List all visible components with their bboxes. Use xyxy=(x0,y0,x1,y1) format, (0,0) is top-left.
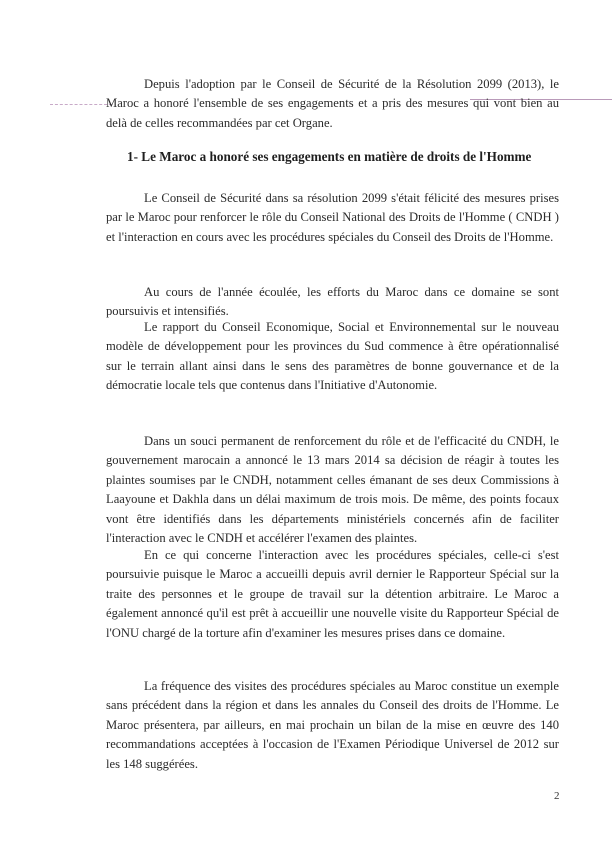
paragraph-2: Au cours de l'année écoulée, les efforts du Maroc dans ce domaine se sont poursuivis et intensifiés. xyxy=(106,285,559,319)
section-number: 1- xyxy=(127,149,138,164)
page-number: 2 xyxy=(554,790,560,802)
paragraph-6: La fréquence des visites des procédures spéciales au Maroc constitue un exemple sans précédent dans la région et dans les annales du Conseil des droits de l'Homme. Le Maroc présentera, par ailleurs, en mai prochain un bilan de la mise en œuvre des 140 recommandations acceptées à l'occasion de l'Examen Périodique Universel de 2012 sur les 148 suggérées. xyxy=(106,679,559,771)
section-title: Le Maroc a honoré ses engagements en matière de droits de l'Homme xyxy=(141,149,532,164)
section-heading xyxy=(127,147,559,167)
paragraph-5: En ce qui concerne l'interaction avec les procédures spéciales, celle-ci s'est poursuivie puisque le Maroc a accueilli depuis avril dernier le Rapporteur Spécial sur la traite des personnes et le groupe de travail sur la détention arbitraire. Le Maroc a également annoncé qu'il est prêt à accueillir une nouvelle visite du Rapporteur Spécial de l'ONU chargé de la torture afin d'examiner les mesures prises dans ce domaine. xyxy=(106,548,559,640)
paragraph-3: Le rapport du Conseil Economique, Social et Environnemental sur le nouveau modèle de développement pour les provinces du Sud commence à être opérationnalisé sur le terrain allant ainsi dans le sens des paramètres de bonne gouvernance et de la démocratie locale tels que contenus dans l'Initiative d'Autonomie. xyxy=(106,320,559,393)
paragraph-1: Le Conseil de Sécurité dans sa résolution 2099 s'était félicité des mesures prises par le Maroc pour renforcer le rôle du Conseil National des Droits de l'Homme ( CNDH ) et l'interaction en cours avec les procédures spéciales du Conseil des Droits de l'Homme. xyxy=(106,191,559,244)
paragraph-4: Dans un souci permanent de renforcement du rôle et de l'efficacité du CNDH, le gouvernement marocain a annoncé le 13 mars 2014 sa décision de réagir à toutes les plaintes soumises par le CNDH, notamment celles émanant de ses deux Commissions à Laayoune et Dakhla dans un délai maximum de trois mois. De même, des points focaux vont être identifiés dans les départements ministériels concernés afin de faciliter l'interaction avec le CNDH et accélérer l'examen des plaintes. xyxy=(106,434,559,546)
intro-paragraph: Depuis l'adoption par le Conseil de Sécurité de la Résolution 2099 (2013), le Maroc a honoré l'ensemble de ses engagements et a pris des mesures qui vont bien au delà de celles recommandées par cet Organe. xyxy=(106,77,559,130)
scan-artifact-dash xyxy=(50,104,112,105)
